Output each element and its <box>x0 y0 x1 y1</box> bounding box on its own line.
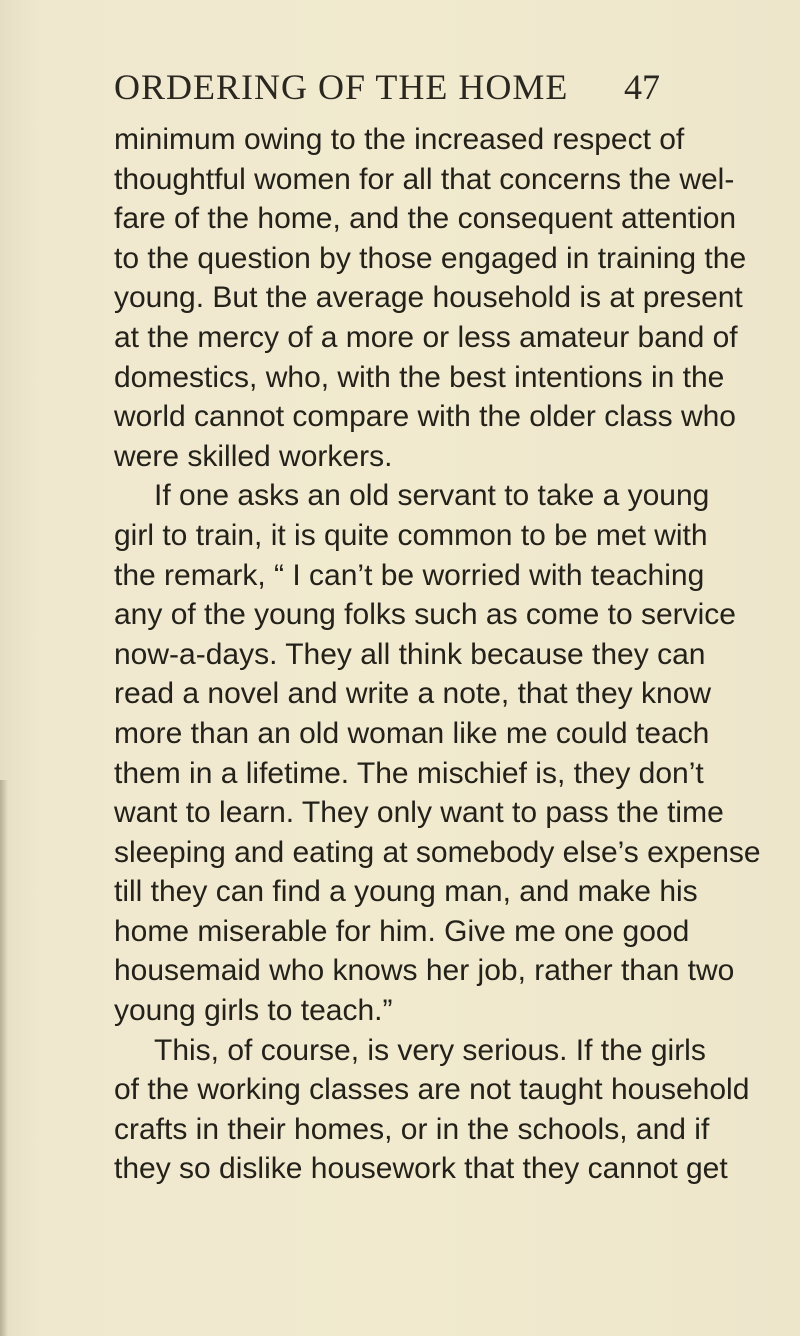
text-line: to the question by those engaged in training the <box>114 241 747 275</box>
text-line: now-a-days. They all think because they can <box>114 637 706 671</box>
text-line: of the working classes are not taught household <box>114 1073 750 1107</box>
text-line: crafts in their homes, or in the schools, and if <box>114 1112 710 1146</box>
text-line: housemaid who knows her job, rather than two <box>114 954 735 988</box>
text-line: young. But the average household is at present <box>114 281 743 315</box>
text-line: at the mercy of a more or less amateur band of <box>114 320 738 354</box>
text-line: thoughtful women for all that concerns the wel- <box>114 162 735 196</box>
text-line: were skilled workers. <box>114 439 393 473</box>
text-line: they so dislike housework that they cannot get <box>114 1152 728 1186</box>
body-text <box>114 120 761 1189</box>
text-line: more than an old woman like me could teach <box>114 716 710 750</box>
text-line: fare of the home, and the consequent attention <box>114 202 737 236</box>
text-line: them in a lifetime. The mischief is, they don’t <box>114 756 704 790</box>
text-line: young girls to teach.” <box>114 994 393 1028</box>
running-head <box>0 66 800 116</box>
text-line: read a novel and write a note, that they know <box>114 677 712 711</box>
text-line: the remark, “ I can’t be worried with teaching <box>114 558 705 592</box>
paragraph-start-line: This, of course, is very serious. If the girls <box>154 1033 706 1067</box>
gutter-shadow <box>0 780 8 1336</box>
text-line: girl to train, it is quite common to be met with <box>114 518 708 552</box>
running-head-title: ORDERING OF THE HOME <box>114 67 569 107</box>
page-number: 47 <box>624 67 660 107</box>
text-line: world cannot compare with the older class who <box>114 400 736 434</box>
text-line: want to learn. They only want to pass the time <box>114 796 724 830</box>
text-line: home miserable for him. Give me one good <box>114 914 690 948</box>
text-line: sleeping and eating at somebody else’s expense <box>114 835 761 869</box>
text-line: minimum owing to the increased respect of <box>114 123 685 156</box>
text-line: domestics, who, with the best intentions in the <box>114 360 725 394</box>
paragraph-start-line: If one asks an old servant to take a young <box>154 479 710 513</box>
text-line: any of the young folks such as come to service <box>114 598 736 632</box>
text-line: till they can find a young man, and make his <box>114 875 698 909</box>
